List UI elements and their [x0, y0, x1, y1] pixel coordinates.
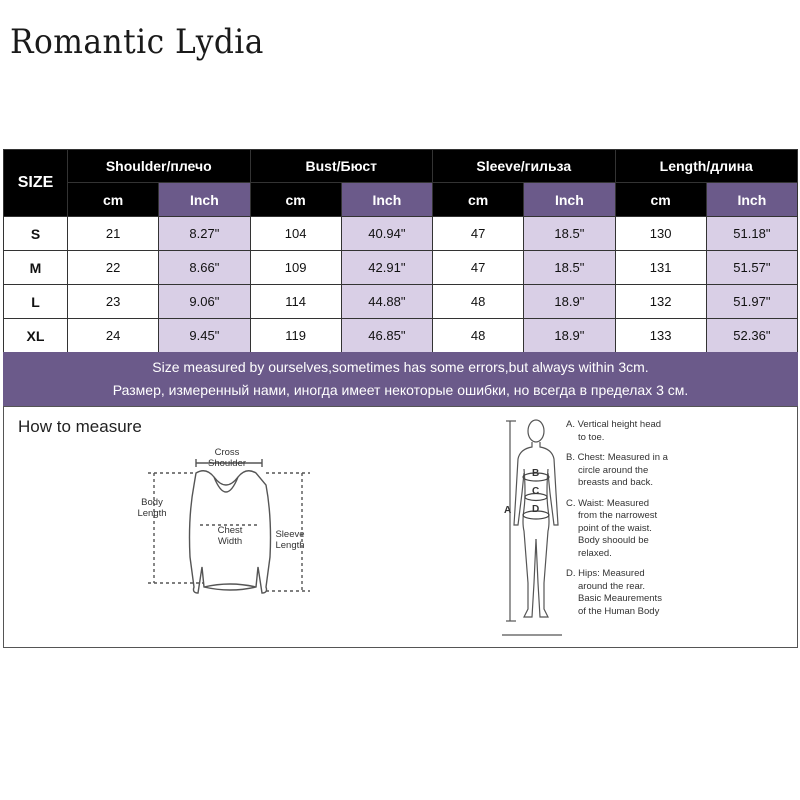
measurement-notice — [3, 352, 798, 406]
size-label: XL — [4, 319, 68, 353]
table-row — [4, 251, 798, 285]
group-header-length: Length/длина — [615, 150, 798, 183]
table-row — [4, 217, 798, 251]
table-cell: 8.27" — [159, 217, 250, 251]
table-cell: 131 — [615, 251, 706, 285]
table-cell: 51.57" — [706, 251, 797, 285]
legend-line: from the narrowest — [578, 510, 658, 521]
unit-cm: cm — [250, 183, 341, 217]
size-label: L — [4, 285, 68, 319]
label-line: Sleeve — [275, 529, 305, 540]
mark-c: C — [532, 486, 540, 497]
brand-logo: Romantic Lydia — [10, 22, 264, 62]
group-header-sleeve: Sleeve/гильза — [433, 150, 616, 183]
label-line: Length — [137, 508, 167, 519]
body-diagram — [502, 413, 562, 641]
table-cell: 9.06" — [159, 285, 250, 319]
table-cell: 18.5" — [524, 251, 615, 285]
legend-line: circle around the — [578, 464, 649, 476]
legend-item-a — [566, 419, 686, 444]
unit-cm: cm — [433, 183, 524, 217]
label-line: Width — [217, 536, 243, 547]
unit-inch: Inch — [706, 183, 797, 217]
label-line: Cross — [214, 447, 240, 458]
size-chart-table — [3, 149, 798, 353]
chest-width-label — [210, 525, 250, 547]
table-cell: 119 — [250, 319, 341, 353]
table-cell: 18.9" — [524, 285, 615, 319]
legend-line: to toe. — [578, 431, 605, 443]
table-cell: 132 — [615, 285, 706, 319]
legend-line: relaxed. — [578, 547, 612, 559]
table-cell: 23 — [68, 285, 159, 319]
legend-line: around the rear. — [578, 580, 646, 592]
notice-russian: Размер, измеренный нами, иногда имеет некоторые ошибки, но всегда в пределах 3 см. — [112, 382, 689, 398]
table-cell: 44.88" — [341, 285, 432, 319]
unit-cm: cm — [615, 183, 706, 217]
sleeve-length-label — [270, 529, 310, 551]
legend-line: breasts and back. — [578, 477, 653, 488]
table-cell: 133 — [615, 319, 706, 353]
table-cell: 48 — [433, 285, 524, 319]
size-label: S — [4, 217, 68, 251]
table-cell: 104 — [250, 217, 341, 251]
legend-line: D. Hips: Measured — [566, 568, 645, 579]
table-cell: 48 — [433, 319, 524, 353]
legend-line: B. Chest: Measured in a — [566, 452, 668, 463]
table-cell: 51.18" — [706, 217, 797, 251]
group-header-bust: Bust/Бюст — [250, 150, 433, 183]
notice-english: Size measured by ourselves,sometimes has some errors,but always within 3cm. — [152, 359, 649, 375]
legend-item-b — [566, 452, 686, 490]
group-header-shoulder: Shoulder/плечо — [68, 150, 251, 183]
table-cell: 52.36" — [706, 319, 797, 353]
legend-line: of the Human Body — [578, 605, 660, 617]
table-row — [4, 285, 798, 319]
table-cell: 46.85" — [341, 319, 432, 353]
label-line: Length — [275, 540, 305, 551]
table-cell: 22 — [68, 251, 159, 285]
unit-inch: Inch — [524, 183, 615, 217]
table-cell: 47 — [433, 217, 524, 251]
table-cell: 130 — [615, 217, 706, 251]
size-label: M — [4, 251, 68, 285]
label-line: Shoulder — [207, 458, 247, 469]
table-cell: 18.9" — [524, 319, 615, 353]
label-line: Chest — [217, 525, 243, 536]
legend-item-d — [566, 568, 686, 618]
table-cell: 42.91" — [341, 251, 432, 285]
how-to-measure-panel — [3, 406, 798, 648]
measurement-legend — [566, 419, 686, 626]
body-length-label — [134, 497, 170, 519]
size-header: SIZE — [4, 150, 68, 217]
table-cell: 8.66" — [159, 251, 250, 285]
table-cell: 21 — [68, 217, 159, 251]
legend-line: point of the waist. — [578, 522, 652, 534]
unit-inch: Inch — [341, 183, 432, 217]
legend-item-c — [566, 498, 686, 561]
legend-line: A. Vertical height head — [566, 419, 662, 430]
mark-b: B — [532, 468, 540, 479]
table-cell: 47 — [433, 251, 524, 285]
cross-shoulder-label — [202, 447, 252, 469]
unit-inch: Inch — [159, 183, 250, 217]
table-cell: 18.5" — [524, 217, 615, 251]
unit-cm: cm — [68, 183, 159, 217]
table-cell: 40.94" — [341, 217, 432, 251]
table-cell: 51.97" — [706, 285, 797, 319]
mark-a: A — [504, 505, 512, 516]
table-row — [4, 319, 798, 353]
how-to-measure-title: How to measure — [18, 417, 142, 436]
table-cell: 109 — [250, 251, 341, 285]
mark-d: D — [532, 504, 540, 515]
table-cell: 114 — [250, 285, 341, 319]
table-cell: 24 — [68, 319, 159, 353]
label-line: Body — [141, 497, 163, 508]
legend-line: Body shoould be — [578, 535, 649, 546]
legend-line: C. Waist: Measured — [566, 497, 650, 509]
table-cell: 9.45" — [159, 319, 250, 353]
legend-line: Basic Meaurements — [578, 593, 662, 604]
